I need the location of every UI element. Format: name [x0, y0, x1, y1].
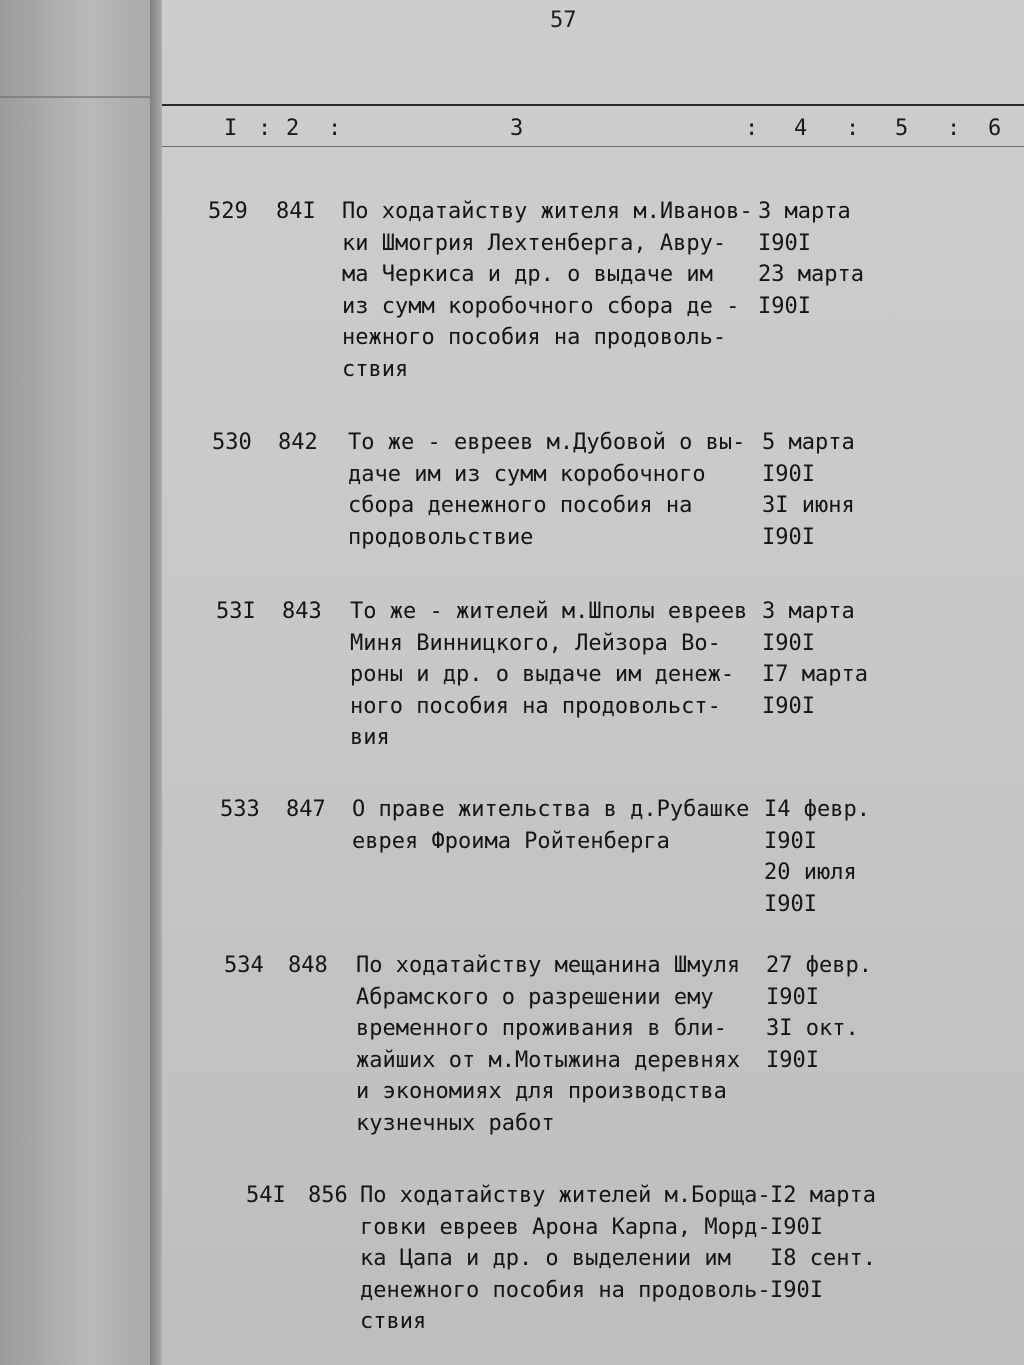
description-line: сбора денежного пособия на	[348, 493, 693, 518]
file-number: 842	[278, 430, 318, 455]
date-line: I90I	[762, 630, 815, 656]
description-line: роны и др. о выдаче им денеж-	[350, 662, 735, 687]
record-description	[348, 427, 745, 553]
date-line: 3 марта	[758, 199, 851, 224]
column-header-5: 5	[895, 116, 909, 141]
description-line: По ходатайству мещанина Шмуля	[356, 953, 741, 978]
description-line: вия	[350, 725, 390, 750]
header-rule-top	[162, 104, 1024, 106]
record-description	[350, 596, 747, 754]
record-number: 533	[220, 797, 260, 822]
date-line: I90I	[766, 984, 819, 1010]
date-line: I90I	[758, 230, 811, 256]
description-line: даче им из сумм коробочного	[348, 461, 706, 487]
description-line: ка Цапа и др. о выделении им	[360, 1246, 731, 1271]
column-header-3: 3	[510, 116, 524, 141]
facing-page	[0, 0, 160, 1365]
file-number: 847	[286, 797, 326, 822]
description-line: Абрамского о разрешении ему	[356, 984, 714, 1010]
date-line: I4 февр.	[764, 797, 870, 822]
description-line: временного проживания в бли-	[356, 1016, 727, 1041]
description-line: кузнечных работ	[356, 1110, 555, 1136]
description-line: ки Шмогрия Лехтенберга, Авру-	[342, 230, 727, 256]
description-line: из сумм коробочного сбора де -	[342, 293, 740, 319]
description-line: нежного пособия на продоволь-	[342, 325, 727, 350]
file-number: 848	[288, 953, 328, 978]
record-dates	[762, 427, 855, 553]
date-line: I90I	[764, 891, 817, 917]
record-dates	[764, 794, 870, 920]
description-line: говки евреев Арона Карпа, Морд-	[360, 1214, 771, 1240]
date-line: 27 февр.	[766, 953, 872, 978]
record-description	[360, 1180, 771, 1338]
date-line: I90I	[770, 1214, 823, 1240]
record-number: 53I	[216, 599, 256, 624]
header-rule-bottom	[162, 146, 1024, 147]
description-line: То же - жителей м.Шполы евреев	[350, 599, 748, 624]
record-number: 529	[208, 199, 248, 224]
column-header-2: 2	[286, 116, 300, 141]
date-line: 5 марта	[762, 430, 855, 455]
date-line: I90I	[762, 693, 815, 719]
date-line: I90I	[770, 1277, 823, 1303]
record-dates	[762, 596, 868, 722]
date-line: 3I окт.	[766, 1016, 859, 1041]
file-number: 843	[282, 599, 322, 624]
description-line: ствия	[342, 356, 409, 382]
date-line: 23 марта	[758, 262, 864, 287]
document-page	[162, 0, 1024, 1365]
column-header-6: 6	[988, 116, 1002, 141]
description-line: То же - евреев м.Дубовой о вы-	[348, 430, 746, 455]
date-line: 3 марта	[762, 599, 855, 624]
record-number: 530	[212, 430, 252, 455]
description-line: Миня Винницкого, Лейзора Во-	[350, 630, 721, 656]
record-number: 534	[224, 953, 264, 978]
description-line: По ходатайству жителя м.Иванов-	[342, 199, 753, 224]
column-separator: :	[947, 116, 961, 141]
date-line: 3I июня	[762, 493, 855, 518]
date-line: I90I	[762, 524, 815, 550]
column-header-1: I	[224, 116, 238, 141]
record-description	[342, 196, 753, 385]
date-line: I7 марта	[762, 662, 868, 687]
date-line: 20 июля	[764, 860, 857, 885]
facing-page-rule	[0, 96, 160, 98]
date-line: I90I	[766, 1047, 819, 1073]
record-description	[356, 950, 740, 1139]
description-line: еврея Фроима Ройтенберга	[352, 828, 670, 854]
file-number: 856	[308, 1183, 348, 1208]
date-line: I90I	[758, 293, 811, 319]
description-line: продовольствие	[348, 524, 534, 550]
description-line: По ходатайству жителей м.Борща-	[360, 1183, 771, 1208]
record-number: 54I	[246, 1183, 286, 1208]
file-number: 84I	[276, 199, 316, 224]
column-separator: :	[846, 116, 860, 141]
date-line: I8 сент.	[770, 1246, 876, 1271]
description-line: денежного пособия на продоволь-	[360, 1277, 771, 1303]
description-line: ма Черкиса и др. о выдаче им	[342, 262, 713, 287]
column-separator: :	[745, 116, 759, 141]
record-dates	[770, 1180, 876, 1306]
date-line: I90I	[762, 461, 815, 487]
record-description	[352, 794, 749, 857]
description-line: О праве жительства в д.Рубашке	[352, 797, 750, 822]
date-line: I2 марта	[770, 1183, 876, 1208]
description-line: и экономиях для производства	[356, 1079, 727, 1104]
description-line: жайших от м.Мотыжина деревнях	[356, 1047, 741, 1073]
column-header-4: 4	[794, 116, 808, 141]
column-separator: :	[258, 116, 272, 141]
record-dates	[766, 950, 872, 1076]
date-line: I90I	[764, 828, 817, 854]
record-dates	[758, 196, 864, 322]
description-line: ного пособия на продовольст-	[350, 693, 721, 719]
column-separator: :	[328, 116, 342, 141]
description-line: ствия	[360, 1309, 427, 1334]
page-number: 57	[550, 8, 577, 33]
